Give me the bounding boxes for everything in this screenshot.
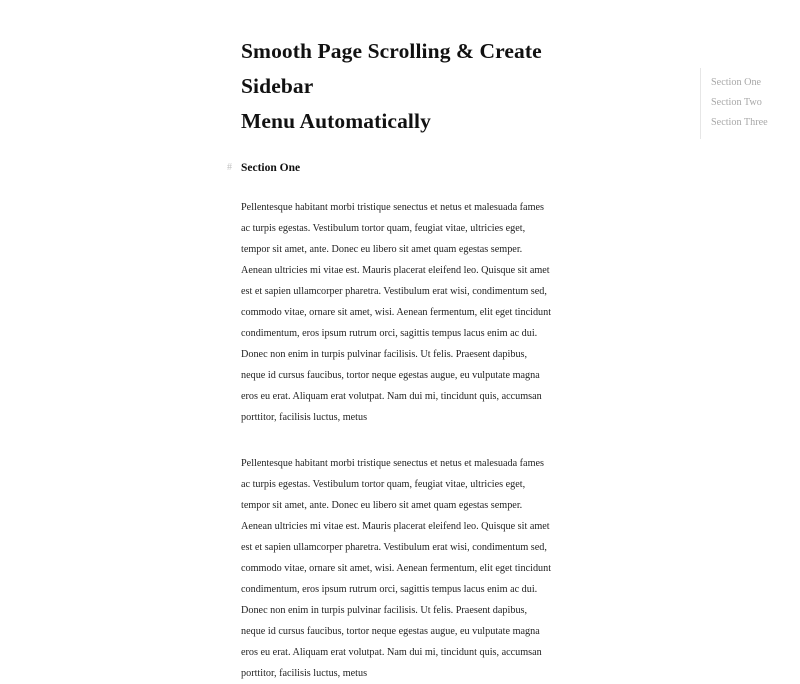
sidebar-item-section-three[interactable]: Section Three: [711, 117, 768, 128]
sidebar-item-section-one[interactable]: Section One: [711, 77, 762, 88]
sidebar-item-section-two[interactable]: Section Two: [711, 97, 762, 108]
sidebar-menu: [700, 68, 795, 139]
section-heading-label: Section One: [241, 162, 301, 174]
section-anchor-icon[interactable]: #: [227, 162, 232, 173]
page-title: [241, 34, 561, 139]
body-paragraph: Pellentesque habitant morbi tristique senectus et netus et malesuada fames ac turpis egestas. Vestibulum tortor quam, feugiat vitae, ultricies eget, tempor sit amet, ante. Donec eu libero sit amet quam egestas semper. Aenean ultricies mi vitae est. Mauris placerat eleifend leo. Quisque sit amet est et sapien ullamcorper pharetra. Vestibulum erat wisi, condimentum sed, commodo vitae, ornare sit amet, wisi. Aenean fermentum, elit eget tincidunt condimentum, eros ipsum rutrum orci, sagittis tempus lacus enim ac dui. Donec non enim in turpis pulvinar facilisis. Ut felis. Praesent dapibus, neque id cursus faucibus, tortor neque egestas augue, eu vulputate magna eros eu erat. Aliquam erat volutpat. Nam dui mi, tincidunt quis, accumsan porttitor, facilisis luctus, metus: [241, 202, 552, 423]
section-heading-one: [227, 161, 553, 175]
article-content: [227, 34, 553, 684]
body-paragraph: Pellentesque habitant morbi tristique senectus et netus et malesuada fames ac turpis egestas. Vestibulum tortor quam, feugiat vitae, ultricies eget, tempor sit amet, ante. Donec eu libero sit amet quam egestas semper. Aenean ultricies mi vitae est. Mauris placerat eleifend leo. Quisque sit amet est et sapien ullamcorper pharetra. Vestibulum erat wisi, condimentum sed, commodo vitae, ornare sit amet, wisi. Aenean fermentum, elit eget tincidunt condimentum, eros ipsum rutrum orci, sagittis tempus lacus enim ac dui. Donec non enim in turpis pulvinar facilisis. Ut felis. Praesent dapibus, neque id cursus faucibus, tortor neque egestas augue, eu vulputate magna eros eu erat. Aliquam erat volutpat. Nam dui mi, tincidunt quis, accumsan porttitor, facilisis luctus, metus: [241, 458, 552, 679]
paragraph-list: [241, 197, 553, 684]
page-title-line-1: Smooth Page Scrolling & Create Sidebar: [241, 39, 542, 98]
page-title-line-2: Menu Automatically: [241, 109, 431, 133]
